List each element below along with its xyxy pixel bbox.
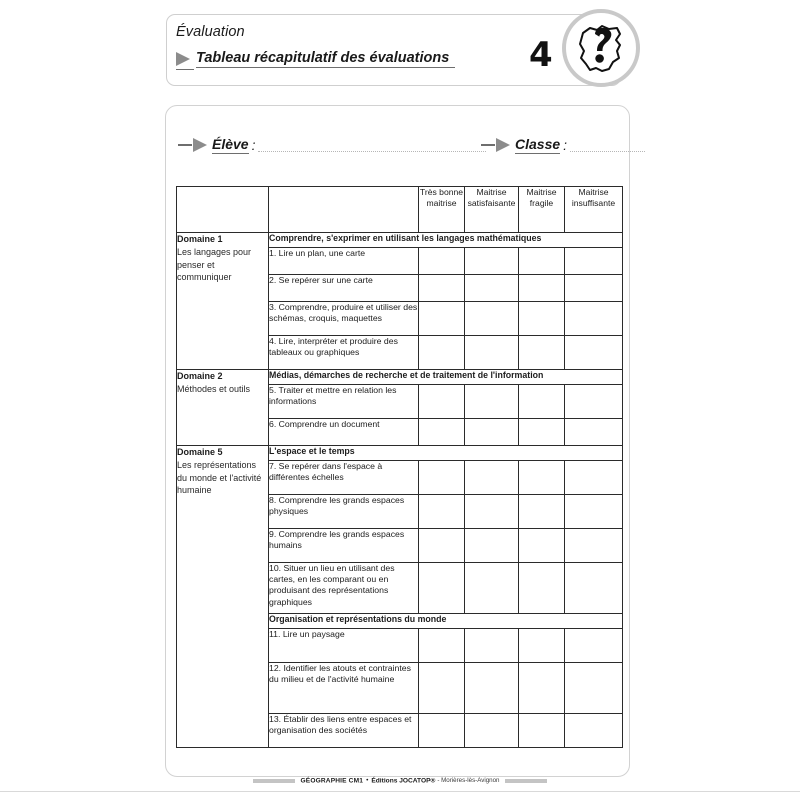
mark-2-level-3[interactable] [519,275,565,302]
class-field[interactable] [481,136,645,158]
header-subtitle: Tableau récapitulatif des évaluations [196,50,455,68]
section-banner-row [177,446,623,461]
page-bottom-rule [0,791,800,792]
table-header-row [177,187,623,233]
header-level-3-text: Maitrise fragile [526,187,557,208]
skill-3: 3. Comprendre, produire et utiliser des schémas, croquis, maquettes [269,302,419,336]
footer-city: - Morières-lès-Avignon [437,777,500,785]
domain-1-title: Domaine 1 [177,234,223,244]
domain-cell-1 [177,233,269,370]
domain-cell-2 [177,370,269,446]
mark-6-level-1[interactable] [419,419,465,446]
page-footer [0,772,800,788]
section-banner-d1-s1: Comprendre, s'exprimer en utilisant les langages mathématiques [269,233,623,248]
class-input-line[interactable] [570,137,645,152]
skill-10: 10. Situer un lieu en utilisant des cartes, en les comparant ou en produisant des représentations graphiques [269,563,419,614]
header-level-4-text: Maitrise insuffisante [571,187,616,208]
domain-5-title: Domaine 5 [177,447,223,457]
mark-10-level-4[interactable] [565,563,623,614]
section-banner-d2-s1: Médias, démarches de recherche et de traitement de l'information [269,370,623,385]
mark-7-level-3[interactable] [519,461,565,495]
header-subtitle-row [176,50,466,72]
triangle-marker-icon [176,52,190,66]
student-field[interactable] [178,136,486,158]
mark-9-level-2[interactable] [465,529,519,563]
triangle-marker-icon [496,138,510,152]
footer-separator: • [366,777,369,785]
mark-4-level-1[interactable] [419,336,465,370]
section-banner-d5-s2: Organisation et représentations du monde [269,614,623,629]
class-colon: : [563,137,568,153]
skill-4: 4. Lire, interpréter et produire des tableaux ou graphiques [269,336,419,370]
mark-8-level-2[interactable] [465,495,519,529]
skill-7: 7. Se repérer dans l'espace à différentes échelles [269,461,419,495]
footer-bar-right [505,779,547,783]
mark-11-level-4[interactable] [565,629,623,663]
mark-5-level-1[interactable] [419,385,465,419]
student-colon: : [251,137,256,153]
mark-7-level-4[interactable] [565,461,623,495]
assessment-table [176,186,623,748]
table-body [177,233,623,748]
class-label: Classe [515,136,561,152]
mark-3-level-1[interactable] [419,302,465,336]
mark-8-level-4[interactable] [565,495,623,529]
mark-9-level-3[interactable] [519,529,565,563]
france-map-question-mark-icon [571,17,633,79]
class-lead-rule [481,144,495,145]
mark-8-level-3[interactable] [519,495,565,529]
mark-10-level-2[interactable] [465,563,519,614]
mark-3-level-3[interactable] [519,302,565,336]
student-label: Élève [212,136,249,152]
skill-11: 11. Lire un paysage [269,629,419,663]
skill-2: 2. Se repérer sur une carte [269,275,419,302]
domain-1-subtitle: Les langages pour penser et communiquer [177,247,252,283]
identity-row [178,136,618,158]
mark-11-level-3[interactable] [519,629,565,663]
mark-10-level-3[interactable] [519,563,565,614]
mark-9-level-4[interactable] [565,529,623,563]
mark-13-level-3[interactable] [519,714,565,748]
exercise-number: 4 [529,35,553,75]
mark-5-level-2[interactable] [465,385,519,419]
skill-8: 8. Comprendre les grands espaces physiques [269,495,419,529]
skill-1: 1. Lire un plan, une carte [269,248,419,275]
footer-publisher: Éditions JOCATOP® [371,777,436,785]
header-blank-domain [177,187,269,233]
footer-subject: GÉOGRAPHIE CM1 [300,777,364,785]
mark-6-level-2[interactable] [465,419,519,446]
section-banner-d5-s1: L'espace et le temps [269,446,623,461]
mark-9-level-1[interactable] [419,529,465,563]
mark-4-level-4[interactable] [565,336,623,370]
mark-10-level-1[interactable] [419,563,465,614]
mark-3-level-4[interactable] [565,302,623,336]
domain-2-subtitle: Méthodes et outils [177,384,251,395]
header-level-1 [419,187,465,233]
table-header [177,187,623,233]
mark-4-level-3[interactable] [519,336,565,370]
chapter-badge [562,9,640,87]
mark-6-level-4[interactable] [565,419,623,446]
header-level-2 [465,187,519,233]
mark-13-level-1[interactable] [419,714,465,748]
mark-5-level-4[interactable] [565,385,623,419]
mark-1-level-3[interactable] [519,248,565,275]
mark-7-level-2[interactable] [465,461,519,495]
mark-12-level-1[interactable] [419,663,465,714]
mark-12-level-4[interactable] [565,663,623,714]
mark-4-level-2[interactable] [465,336,519,370]
skill-13: 13. Établir des liens entre espaces et organisation des sociétés [269,714,419,748]
mark-1-level-2[interactable] [465,248,519,275]
mark-5-level-3[interactable] [519,385,565,419]
mark-3-level-2[interactable] [465,302,519,336]
mark-11-level-1[interactable] [419,629,465,663]
mark-7-level-1[interactable] [419,461,465,495]
mark-13-level-4[interactable] [565,714,623,748]
mark-2-level-4[interactable] [565,275,623,302]
header-level-1-text: Très bonne maitrise [419,187,464,208]
section-banner-row [177,370,623,385]
mark-12-level-3[interactable] [519,663,565,714]
header-level-2-text: Maitrise satisfaisante [467,187,516,208]
header-subtitle-rule [176,69,194,70]
domain-2-title: Domaine 2 [177,371,223,381]
mark-11-level-2[interactable] [465,629,519,663]
mark-12-level-2[interactable] [465,663,519,714]
footer-bar-left [253,779,295,783]
skill-6: 6. Comprendre un document [269,419,419,446]
mark-1-level-4[interactable] [565,248,623,275]
header-blank-skill [269,187,419,233]
skill-9: 9. Comprendre les grands espaces humains [269,529,419,563]
mark-1-level-1[interactable] [419,248,465,275]
header-level-4 [565,187,623,233]
skill-5: 5. Traiter et mettre en relation les informations [269,385,419,419]
skill-12: 12. Identifier les atouts et contraintes du milieu et de l'activité humaine [269,663,419,714]
domain-cell-5 [177,446,269,748]
mark-6-level-3[interactable] [519,419,565,446]
mark-2-level-1[interactable] [419,275,465,302]
mark-13-level-2[interactable] [465,714,519,748]
mark-8-level-1[interactable] [419,495,465,529]
evaluation-label: Évaluation [176,24,245,40]
student-input-line[interactable] [258,137,486,152]
student-lead-rule [178,144,192,145]
triangle-marker-icon [193,138,207,152]
section-banner-row [177,233,623,248]
header-level-3 [519,187,565,233]
domain-5-subtitle: Les représentations du monde et l'activité humaine [177,460,262,496]
mark-2-level-2[interactable] [465,275,519,302]
